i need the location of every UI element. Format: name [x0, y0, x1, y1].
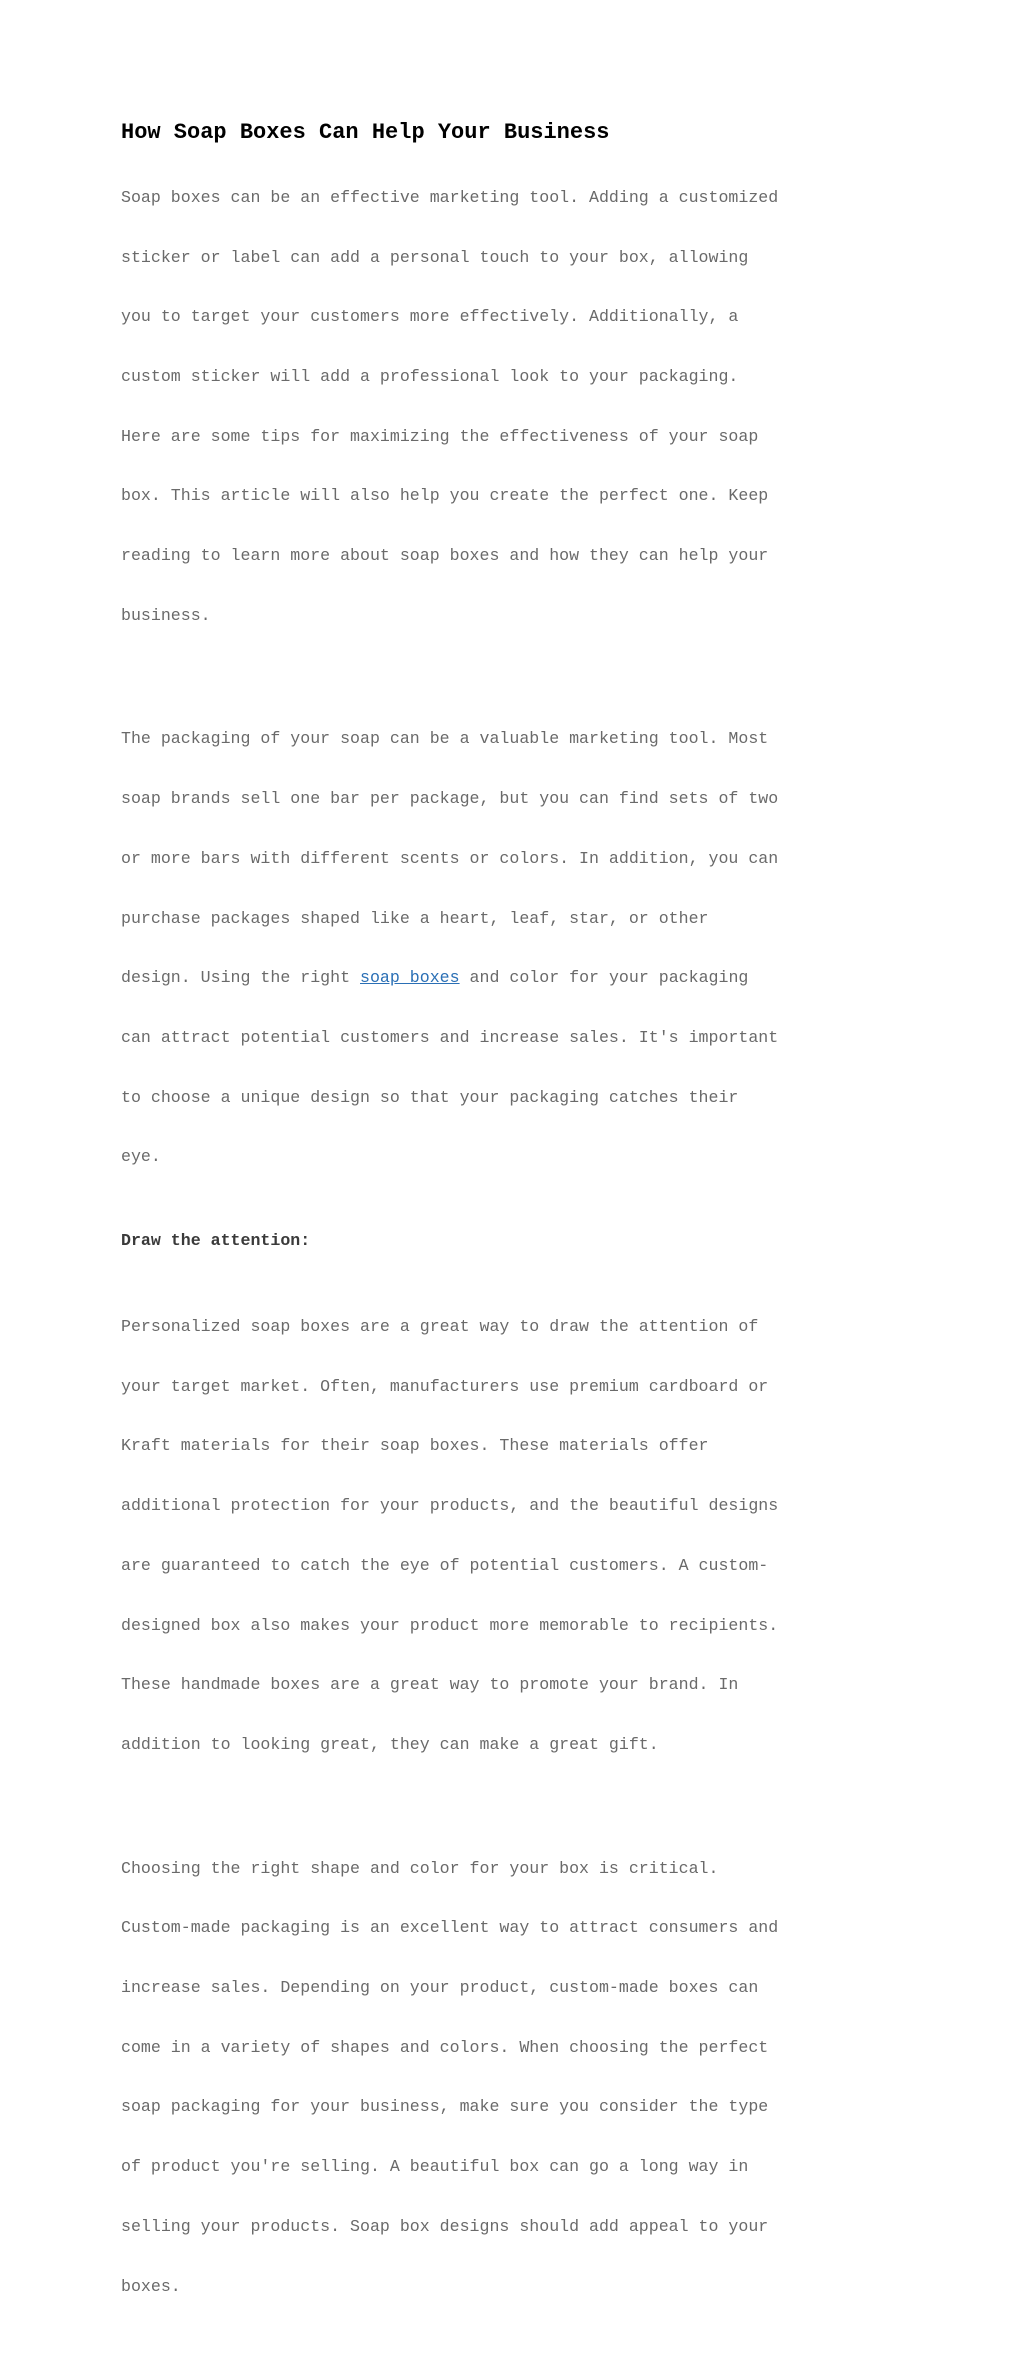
paragraph-line: These handmade boxes are a great way to promote your brand. In	[121, 1675, 739, 1695]
paragraph-line: Personalized soap boxes are a great way to draw the attention of	[121, 1316, 759, 1336]
paragraph-line: Choosing the right shape and color for your box is critical.	[121, 1858, 719, 1878]
paragraph-line: business.	[121, 605, 211, 625]
paragraph-line: sticker or label can add a personal touch to your box, allowing	[121, 247, 749, 267]
paragraph-line: custom sticker will add a professional look to your packaging.	[121, 366, 739, 386]
paragraph-line: selling your products. Soap box designs should add appeal to your	[121, 2216, 769, 2236]
paragraph-line: you to target your customers more effectively. Additionally, a	[121, 307, 739, 327]
paragraph-line: soap brands sell one bar per package, but you can find sets of two	[121, 789, 779, 809]
paragraph-line: come in a variety of shapes and colors. When choosing the perfect	[121, 2037, 769, 2057]
paragraph-line: can attract potential customers and increase sales. It's important	[121, 1027, 779, 1047]
soap-boxes-link[interactable]: soap boxes	[360, 968, 460, 988]
paragraph-line: reading to learn more about soap boxes and how they can help your	[121, 546, 769, 566]
paragraph-shape-color	[121, 1819, 911, 2337]
paragraph-personalized	[121, 1277, 911, 1795]
document-page	[121, 118, 911, 2360]
paragraph-line: box. This article will also help you create the perfect one. Keep	[121, 486, 769, 506]
paragraph-line: your target market. Often, manufacturers use premium cardboard or	[121, 1376, 769, 1396]
paragraph-line: or more bars with different scents or colors. In addition, you can	[121, 848, 779, 868]
paragraph-line: additional protection for your products, and the beautiful designs	[121, 1496, 779, 1516]
paragraph-line: to choose a unique design so that your packaging catches their	[121, 1087, 739, 1107]
paragraph-packaging	[121, 690, 911, 1208]
paragraph-intro	[121, 148, 911, 666]
paragraph-line: eye.	[121, 1147, 161, 1167]
paragraph-line: increase sales. Depending on your product, custom-made boxes can	[121, 1977, 759, 1997]
paragraph-line: Here are some tips for maximizing the effectiveness of your soap	[121, 426, 759, 446]
paragraph-line: soap packaging for your business, make sure you consider the type	[121, 2097, 769, 2117]
link-line-prefix: design. Using the right	[121, 968, 360, 988]
page-title: How Soap Boxes Can Help Your Business	[121, 120, 610, 145]
link-line-suffix: and color for your packaging	[459, 968, 749, 988]
paragraph-line: of product you're selling. A beautiful box can go a long way in	[121, 2157, 749, 2177]
paragraph-line-with-link	[121, 968, 911, 988]
section-heading: Draw the attention:	[121, 1231, 311, 1251]
paragraph-line: purchase packages shaped like a heart, leaf, star, or other	[121, 908, 709, 928]
paragraph-line: Custom-made packaging is an excellent way to attract consumers and	[121, 1918, 779, 1938]
paragraph-line: Soap boxes can be an effective marketing tool. Adding a customized	[121, 187, 779, 207]
paragraph-line: addition to looking great, they can make a great gift.	[121, 1734, 659, 1754]
paragraph-line: designed box also makes your product more memorable to recipients.	[121, 1615, 779, 1635]
paragraph-line: Kraft materials for their soap boxes. These materials offer	[121, 1436, 709, 1456]
paragraph-line: boxes.	[121, 2276, 181, 2296]
paragraph-line: The packaging of your soap can be a valuable marketing tool. Most	[121, 729, 769, 749]
paragraph-line: are guaranteed to catch the eye of potential customers. A custom-	[121, 1555, 769, 1575]
